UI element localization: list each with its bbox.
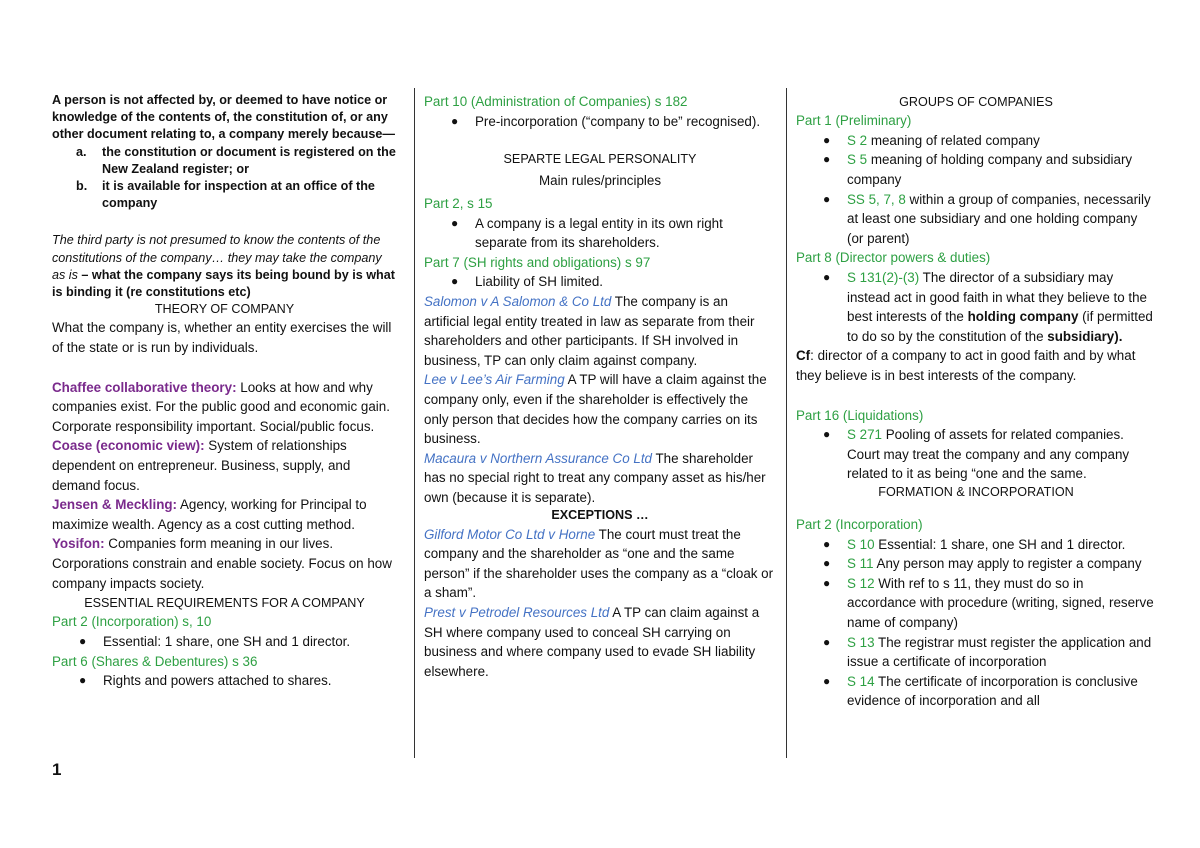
intro-list — [52, 144, 397, 213]
theory-coase: Coase (economic view): System of relationships dependent on entrepreneur. Business, supply, and demand focus. — [52, 438, 351, 493]
list-item: ● Essential: 1 share, one SH and 1 director. — [79, 633, 351, 649]
sep-heading: SEPARTE LEGAL PERSONALITY — [503, 152, 697, 167]
list-item: a. the constitution or document is registered on the New Zealand register; or — [76, 144, 396, 176]
part8-heading: Part 8 (Director powers & duties) — [796, 250, 991, 266]
theory-text: What the company is, whether an entity exercises the will of the state or is run by individuals. — [52, 320, 392, 356]
part1-heading: Part 1 (Preliminary) — [796, 113, 912, 129]
third-party-note: The third party is not presumed to know the contents of the constitutions of the company… they may take the company as is – what the company says its being bound by is what is binding it (re constitutions etc) — [52, 233, 395, 300]
groups-heading: GROUPS OF COMPANIES — [899, 95, 1053, 109]
case-salomon: Salomon v A Salomon & Co Ltd The company is an artificial legal entity treated in law as separate from their shareholders and other participants. If SH involved in business, TP can only claim against company. — [424, 293, 755, 368]
part16-heading: Part 16 (Liquidations) — [796, 407, 924, 423]
list-item: ● Liability of SH limited. — [451, 274, 604, 290]
intro-paragraph: A person is not affected by, or deemed to have notice or knowledge of the contents of, the constitution of, or any other document relating to, a company merely because— — [52, 93, 395, 142]
list-item: ● S 10 Essential: 1 share, one SH and 1 director. — [823, 536, 1126, 552]
case-prest: Prest v Petrodel Resources Ltd A TP can claim against a SH where company used to conceal SH carrying on business and where company used to evade SH liability elsewhere. — [424, 605, 760, 679]
essential-heading: ESSENTIAL REQUIREMENTS FOR A COMPANY — [84, 596, 365, 611]
list-item: ● S 13 The registrar must register the application and issue a certificate of incorporation — [823, 634, 1152, 670]
list-item: ● S 11 Any person may apply to register a company — [823, 556, 1142, 572]
case-macaura: Macaura v Northern Assurance Co Ltd The shareholder has no special right to treat any company asset as his/her own (because it is separate). — [424, 450, 766, 505]
list-item: ● S 2 meaning of related company — [823, 132, 1040, 148]
cf-note: Cf: director of a company to act in good faith and by what they believe is in best interests of the company. — [796, 348, 1136, 383]
theory-jensen-meckling: Jensen & Meckling: Agency, working for Principal to maximize wealth. Agency as a cost cutting method. — [52, 497, 367, 532]
formation-heading: FORMATION & INCORPORATION — [878, 484, 1074, 499]
column-divider-left — [414, 88, 415, 758]
theory-chaffee: Chaffee collaborative theory: Looks at how and why companies exist. For the public good and economic gain. Corporate responsibility important. Social/public focus. — [52, 379, 390, 434]
case-lee: Lee v Lee’s Air Farming A TP will have a claim against the company only, even if the shareholder is effectively the only person that decides how the company carries on its business. — [424, 372, 767, 447]
theory-yosifon: Yosifon: Companies form meaning in our lives. Corporations constrain and enable society. Focus on how company impacts society. — [52, 536, 392, 591]
list-item: ● SS 5, 7, 8 within a group of companies, necessarily at least one subsidiary and one holding company (or parent) — [823, 191, 1151, 246]
page-number: 1 — [52, 760, 62, 779]
part2-heading: Part 2 (Incorporation) s, 10 — [52, 614, 212, 630]
list-item: ● S 12 With ref to s 11, they must do so in accordance with procedure (writing, signed, reserve name of company) — [823, 575, 1154, 631]
part7-heading: Part 7 (SH rights and obligations) s 97 — [424, 254, 651, 270]
list-item: ● S 14 The certificate of incorporation is conclusive evidence of incorporation and all — [823, 673, 1138, 709]
part6-heading: Part 6 (Shares & Debentures) s 36 — [52, 653, 258, 669]
part10-heading: Part 10 (Administration of Companies) s 182 — [424, 94, 688, 109]
exceptions-heading: EXCEPTIONS … — [551, 508, 649, 523]
column-2 — [424, 92, 776, 681]
list-item: ● S 271 Pooling of assets for related companies. Court may treat the company and any company related to it as being “one and the same. — [823, 427, 1130, 482]
list-item: b. it is available for inspection at an office of the company — [76, 179, 375, 211]
column-1 — [52, 92, 397, 691]
list-item: ● Rights and powers attached to shares. — [79, 673, 332, 689]
list-item: ● A company is a legal entity in its own right separate from its shareholders. — [451, 215, 723, 251]
column-3 — [796, 92, 1156, 711]
sep-subheading: Main rules/principles — [538, 173, 662, 189]
theory-heading: THEORY OF COMPANY — [154, 302, 295, 317]
case-gilford: Gilford Motor Co Ltd v Horne The court must treat the company and the shareholder as “one and the same person” if the shareholder uses the company as a “cloak or a sham”. — [424, 526, 774, 601]
list-item: ● S 5 meaning of holding company and subsidiary company — [823, 152, 1133, 187]
list-item: ● S 131(2)-(3) The director of a subsidiary may instead act in good faith in what they believe to the best interests of the holding company (if permitted to do so by the constitution of the subsidiary). — [823, 269, 1153, 344]
column-divider-right — [786, 88, 787, 758]
list-item: ● Pre-incorporation (“company to be” recognised). — [451, 113, 761, 129]
part2-heading: Part 2, s 15 — [424, 195, 493, 211]
part2-heading: Part 2 (Incorporation) — [796, 517, 923, 533]
